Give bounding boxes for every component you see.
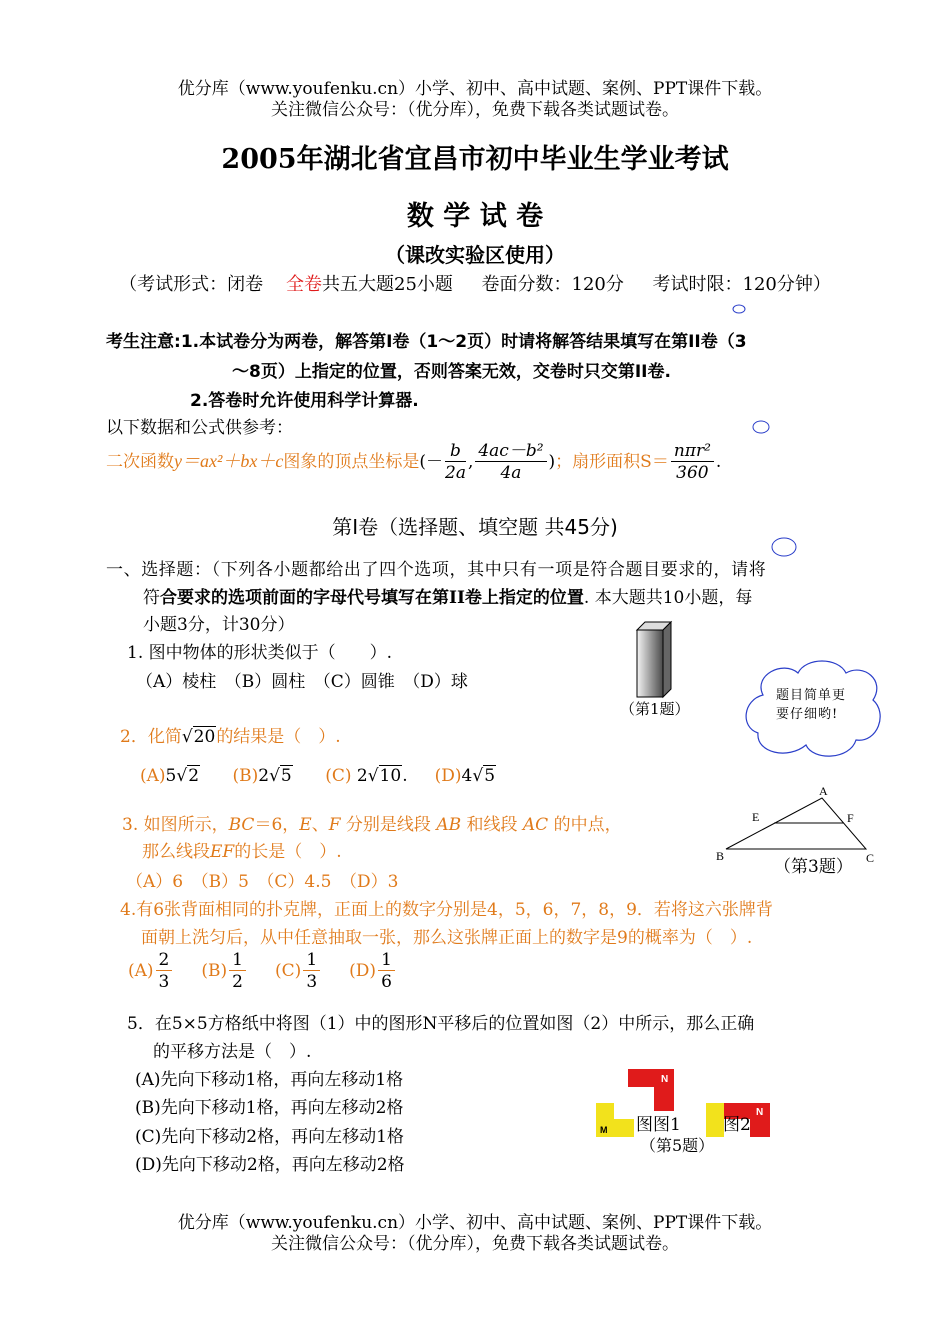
fraction-num: 1 (378, 950, 395, 971)
q3-line-1 (122, 810, 622, 835)
sector-fraction (671, 441, 714, 484)
section1-line2-end: . 本大题共10小题，每 (583, 588, 753, 608)
n-label-fig1: N (661, 1074, 669, 1085)
q3-e: E (299, 815, 312, 835)
footer-line-1: 优分库（www.youfenku.cn）小学、初中、高中试题、案例、PPT课件下载。 (177, 1213, 773, 1233)
q2-option-b-coef: 2 (258, 766, 270, 786)
label-a: A (819, 785, 828, 798)
q4-option-d-label: (D) (349, 961, 377, 981)
q3-text: ＝6， (254, 815, 300, 835)
q3-options: （A）6 （B）5 （C）4.5 （D）3 (126, 872, 399, 892)
exam-info-score: 卷面分数：120分 (481, 274, 624, 295)
section1-line-3: 小题3分，计30分） (143, 615, 295, 635)
notice-label: 考生注意: (106, 332, 181, 352)
q2-option-c-coef: 2 (356, 766, 368, 786)
q2-option-a-coef: 5 (165, 766, 177, 786)
q2-option-d-rad: 5 (484, 766, 496, 786)
q3-bc: BC (228, 815, 255, 835)
fraction-num: 4ac－b² (475, 441, 546, 462)
q5-option-d: (D)先向下移动2格，再向左移动2格 (135, 1155, 405, 1175)
reference-formula (106, 441, 721, 484)
q4-line-1: 4.有6张背面相同的扑克牌，正面上的数字分别是4，5，6，7，8，9．若将这六张牌背 (120, 900, 773, 920)
q4-option-c-fraction (303, 950, 320, 993)
q4-option-d-fraction (378, 950, 395, 993)
q3-f: F (328, 815, 341, 835)
q3-ab: AB (436, 815, 462, 835)
q5-line-1: 5．在5×5方格纸中将图（1）中的图形N平移后的位置如图（2）中所示，那么正确 (127, 1014, 755, 1034)
exam-info-count: 共五大题25小题 (322, 274, 453, 295)
m-label-fig1: M (600, 1125, 608, 1135)
q2-option-d-coef: 4 (461, 766, 473, 786)
sector-area-label: ；扇形面积S＝ (555, 452, 669, 472)
exam-info-time: 考试时限：120分钟） (652, 274, 831, 295)
q3-text: 的长是（ ）. (234, 842, 342, 862)
fraction-num: nπr² (671, 441, 714, 462)
label-f: F (847, 811, 854, 825)
prism-front-face (637, 630, 663, 697)
label-c: C (866, 851, 875, 865)
q3-text: 3. 如图所示， (122, 815, 229, 835)
q4-options (128, 950, 397, 993)
bubble-small-icon (733, 305, 745, 313)
q2-option-d-label: (D) (434, 766, 462, 786)
notice-line-2: ～8页）上指定的位置，否则答案无效，交卷时只交第II卷. (232, 362, 671, 382)
q3-text: 的中点， (548, 815, 622, 835)
q4-option-b-label: (B) (201, 961, 228, 981)
section1-line-2 (143, 583, 752, 608)
fraction-den: 360 (676, 463, 709, 483)
section1-line2-bold: 合要求的选项前面的字母代号填写在第II卷上指定的位置 (160, 588, 584, 608)
q2-option-c-label: (C) (325, 766, 352, 786)
vertex-open: (－ (419, 452, 443, 472)
q2-sqrt: √20 (181, 727, 216, 747)
exam-title: 2005年湖北省宜昌市初中毕业生学业考试 (221, 144, 729, 175)
fraction-num: b (445, 441, 466, 462)
notice-line-3: 2.答卷时允许使用科学计算器. (190, 391, 419, 411)
quadratic-function: y＝ax²＋bx＋c (174, 451, 284, 471)
q4-option-a-fraction (156, 950, 173, 993)
q1-options: （A）棱柱 （B）圆柱 （C）圆锥 （D）球 (136, 672, 468, 692)
part1-title: 第Ⅰ卷（选择题、填空题 共45分) (332, 515, 618, 539)
notice-line-1 (106, 327, 747, 352)
fraction-den: 6 (381, 972, 392, 992)
q3-ef: EF (210, 842, 235, 862)
q3-fig-caption: （第3题） (774, 857, 853, 877)
q5-fig1-label: 图图1 (636, 1115, 681, 1135)
vertex-comma: , (467, 452, 474, 472)
section1-line-1: 一、选择题：（下列各小题都给出了四个选项，其中只有一项是符合题目要求的，请将 (106, 560, 767, 580)
fraction-num: 1 (229, 950, 246, 971)
q2-option-a-label: (A) (140, 766, 166, 786)
fraction-den: 2a (445, 463, 466, 483)
q2-options: (A)5√2 (B)2√5 (C) 2√10. (D)4√5 (140, 766, 496, 786)
fraction-num: 2 (156, 950, 173, 971)
q2-option-c-rad: 10 (379, 766, 402, 786)
header-line-1: 优分库（www.youfenku.cn）小学、初中、高中试题、案例、PPT课件下载。 (177, 79, 773, 99)
reference-intro: 以下数据和公式供参考： (106, 418, 293, 438)
q3-ac: AC (522, 815, 549, 835)
formula-prefix: 二次函数 (106, 452, 174, 472)
exam-subject: 数 学 试 卷 (406, 201, 544, 232)
q5-option-a: (A)先向下移动1格，再向左移动1格 (135, 1070, 404, 1090)
q5-option-b: (B)先向下移动1格，再向左移动2格 (135, 1098, 404, 1118)
vertex-close: ) (548, 452, 556, 472)
q5-option-c: (C)先向下移动2格，再向左移动1格 (135, 1127, 404, 1147)
n-label-fig2: N (756, 1107, 764, 1118)
q2-option-c-end: . (402, 766, 408, 786)
q2-radicand: 20 (193, 727, 216, 747)
bubble-medium-icon (753, 421, 769, 433)
exam-subtitle: （课改实验区使用） (385, 243, 565, 267)
fraction-den: 2 (232, 972, 243, 992)
fraction-den: 3 (158, 972, 170, 992)
q3-text: 分别是线段 (340, 815, 437, 835)
q1-fig-caption: （第1题） (620, 700, 690, 718)
bubble-large-icon (772, 538, 796, 556)
q3-line-2 (142, 837, 342, 862)
q4-option-a-label: (A) (128, 961, 154, 981)
fraction-den: 4a (500, 463, 522, 483)
q2-stem-end: 的结果是（ ）. (216, 727, 341, 747)
q1-stem: 1. 图中物体的形状类似于（ ）. (127, 643, 393, 663)
q5-line-2: 的平移方法是（ ）. (153, 1042, 312, 1062)
shape-m-fig2 (706, 1103, 724, 1137)
q2-stem (120, 722, 341, 747)
fraction-num: 1 (303, 950, 320, 971)
fraction-den: 3 (306, 972, 318, 992)
q2-option-a-rad: 2 (188, 766, 200, 786)
q2-option-b-label: (B) (232, 766, 259, 786)
q2-stem-start: 2．化简 (120, 727, 182, 747)
vertex-y-fraction (475, 441, 546, 484)
q4-option-c-label: (C) (275, 961, 302, 981)
q1-prism-figure (628, 618, 678, 700)
q4-line-2: 面朝上洗匀后，从中任意抽取一张，那么这张牌正面上的数字是9的概率为（ ）. (141, 928, 753, 948)
prism-side-face (663, 622, 671, 697)
exam-info-whole: 全卷 (286, 274, 323, 295)
q3-text: 和线段 (461, 815, 523, 835)
q3-sep: 、 (311, 815, 329, 835)
vertex-x-fraction (445, 441, 466, 484)
q4-option-b-fraction (229, 950, 246, 993)
footer-line-2: 关注微信公众号：（优分库），免费下载各类试题试卷。 (271, 1234, 679, 1254)
q3-text: 那么线段 (142, 842, 210, 862)
q5-fig2-label: 图2 (723, 1115, 751, 1135)
section1-line2-start: 符 (143, 588, 160, 608)
q2-option-b-rad: 5 (280, 766, 292, 786)
q5-fig-caption: （第5题） (640, 1136, 715, 1155)
formula-mid: 图象的顶点坐标是 (283, 452, 420, 472)
header-line-2: 关注微信公众号：（优分库），免费下载各类试题试卷。 (271, 100, 679, 120)
label-e: E (752, 810, 760, 824)
label-b: B (716, 849, 725, 863)
formula-period: . (715, 452, 722, 472)
cloud-text: 题目简单更要仔细哟! (776, 688, 847, 722)
exam-info-format: （考试形式：闭卷 (119, 274, 264, 295)
notice-item-1: 1.本试卷分为两卷，解答第Ⅰ卷（1～2页）时请将解答结果填写在第II卷（3 (180, 332, 747, 352)
